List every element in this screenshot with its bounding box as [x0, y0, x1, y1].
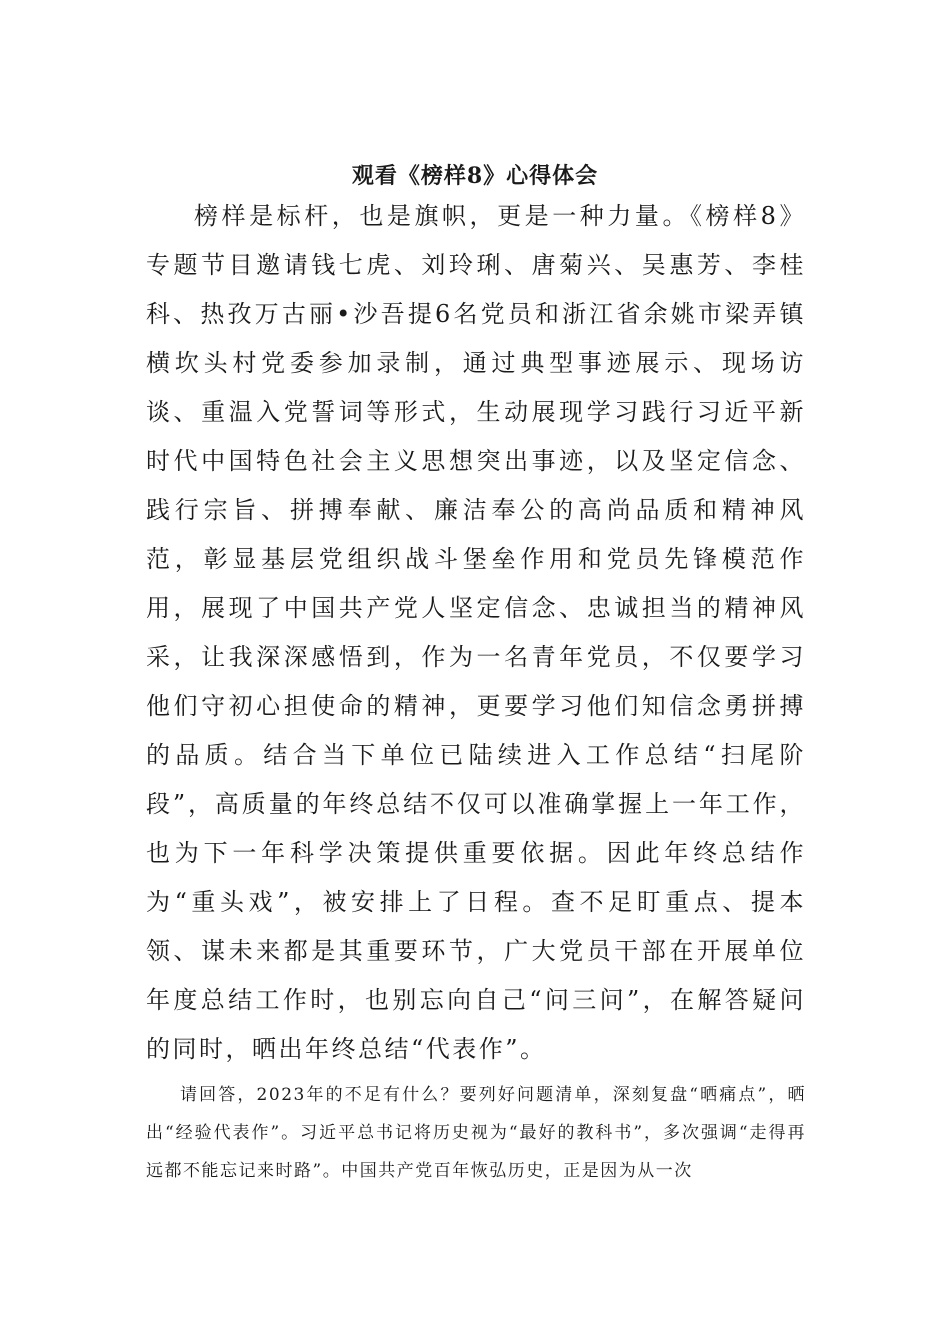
document-title: 观看《榜样8》心得体会 — [351, 163, 599, 189]
body-paragraph-1: 榜样是标杆，也是旗帜，更是一种力量。《榜样8》专题节目邀请钱七虎、刘玲琍、唐菊兴、吴惠芳、李桂科、热孜万古丽•沙吾提6名党员和浙江省余姚市梁弄镇横坎头村党委参加录制，通过典型事迹展示、现场访谈、重温入党誓词等形式，生动展现学习践行习近平新时代中国特色社会主义思想突出事迹，以及坚定信念、践行宗旨、拼搏奉献、廉洁奉公的高尚品质和精神风范，彰显基层党组织战斗堡垒作用和党员先锋模范作用，展现了中国共产党人坚定信念、忠诚担当的精神风采，让我深深感悟到，作为一名青年党员，不仅要学习他们守初心担使命的精神，更要学习他们知信念勇拼搏的品质。结合当下单位已陆续进入工作总结“扫尾阶段”，高质量的年终总结不仅可以准确掌握上一年工作，也为下一年科学决策提供重要依据。因此年终总结作为“重头戏”，被安排上了日程。查不足盯重点、提本领、谋未来都是其重要环节，广大党员干部在开展单位年度总结工作时，也别忘向自己“问三问”，在解答疑问的同时，晒出年终总结“代表作”。 — [146, 202, 806, 1063]
body-paragraph-2: 请回答，2023年的不足有什么？要列好问题清单，深刻复盘“晒痛点”，晒出“经验代表作”。习近平总书记将历史视为“最好的教科书”，多次强调“走得再远都不能忘记来时路”。中国共产党百年恢弘历史，正是因为从一次 — [146, 1085, 806, 1181]
